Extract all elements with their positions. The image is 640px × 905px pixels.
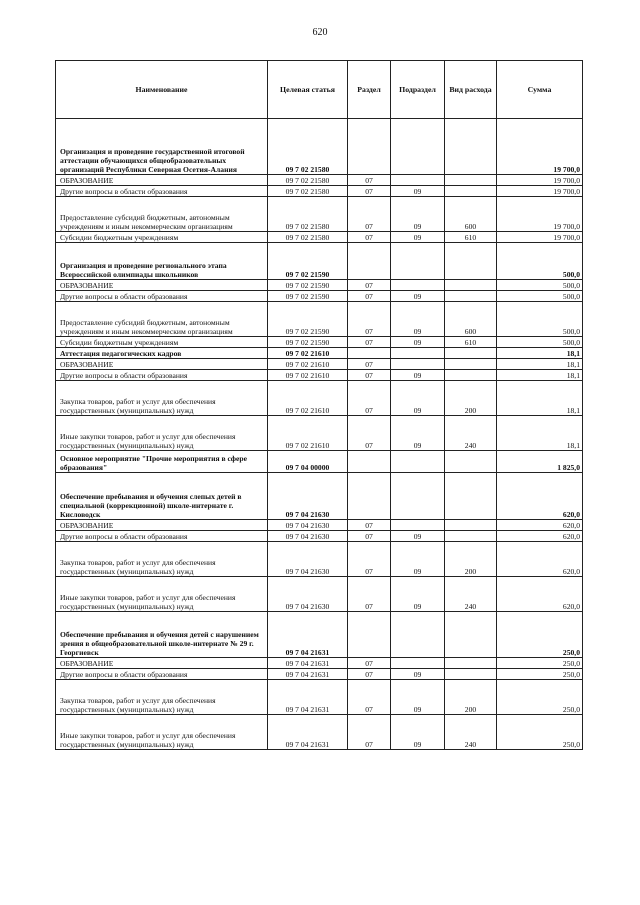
cell-name: ОБРАЗОВАНИЕ [56, 520, 268, 531]
cell-section [348, 612, 391, 658]
table-row [56, 243, 583, 280]
table-row [56, 473, 583, 520]
cell-subsection [391, 612, 445, 658]
cell-section [348, 348, 391, 359]
cell-section: 07 [348, 337, 391, 348]
cell-name: Другие вопросы в области образования [56, 186, 268, 197]
cell-target: 09 7 02 21610 [268, 348, 348, 359]
table-row [56, 542, 583, 577]
cell-subsection [391, 658, 445, 669]
cell-amount: 620,0 [497, 473, 583, 520]
cell-name: Субсидии бюджетным учреждениям [56, 337, 268, 348]
cell-amount: 500,0 [497, 291, 583, 302]
cell-section: 07 [348, 542, 391, 577]
cell-expense-type [445, 520, 497, 531]
cell-amount: 18,1 [497, 370, 583, 381]
cell-section: 07 [348, 416, 391, 451]
cell-amount: 18,1 [497, 416, 583, 451]
cell-name: Предоставление субсидий бюджетным, автономным учреждениям и иным некоммерческим организациям [56, 302, 268, 337]
cell-section: 07 [348, 291, 391, 302]
cell-target: 09 7 02 21590 [268, 280, 348, 291]
cell-section: 07 [348, 669, 391, 680]
cell-expense-type [445, 531, 497, 542]
cell-target: 09 7 04 21631 [268, 669, 348, 680]
cell-name: ОБРАЗОВАНИЕ [56, 175, 268, 186]
cell-section: 07 [348, 715, 391, 750]
cell-section: 07 [348, 232, 391, 243]
header-target: Целевая статья [268, 61, 348, 119]
cell-amount: 18,1 [497, 348, 583, 359]
cell-section: 07 [348, 658, 391, 669]
cell-amount: 250,0 [497, 680, 583, 715]
cell-amount: 250,0 [497, 715, 583, 750]
table-row [56, 302, 583, 337]
cell-expense-type: 200 [445, 381, 497, 416]
cell-expense-type [445, 669, 497, 680]
cell-amount: 1 825,0 [497, 451, 583, 473]
cell-subsection [391, 280, 445, 291]
cell-expense-type [445, 359, 497, 370]
cell-section: 07 [348, 577, 391, 612]
cell-expense-type: 610 [445, 232, 497, 243]
header-amount: Сумма [497, 61, 583, 119]
cell-target: 09 7 02 21590 [268, 291, 348, 302]
table-row [56, 370, 583, 381]
cell-subsection: 09 [391, 531, 445, 542]
cell-name: Основное мероприятие "Прочие мероприятия в сфере образования" [56, 451, 268, 473]
cell-expense-type [445, 370, 497, 381]
table-body [56, 119, 583, 750]
cell-subsection [391, 520, 445, 531]
cell-subsection [391, 451, 445, 473]
page-number: 620 [312, 27, 328, 38]
cell-section: 07 [348, 370, 391, 381]
cell-amount: 620,0 [497, 531, 583, 542]
cell-amount: 19 700,0 [497, 232, 583, 243]
table-row [56, 232, 583, 243]
budget-table [55, 60, 583, 750]
cell-expense-type [445, 186, 497, 197]
cell-expense-type: 610 [445, 337, 497, 348]
cell-subsection: 09 [391, 542, 445, 577]
table-row [56, 669, 583, 680]
cell-target: 09 7 02 21590 [268, 337, 348, 348]
cell-amount: 250,0 [497, 612, 583, 658]
header-name: Наименование [56, 61, 268, 119]
cell-expense-type [445, 658, 497, 669]
cell-subsection: 09 [391, 577, 445, 612]
cell-amount: 18,1 [497, 359, 583, 370]
cell-subsection [391, 243, 445, 280]
table-row [56, 416, 583, 451]
table-header-row [56, 61, 583, 119]
cell-name: Другие вопросы в области образования [56, 291, 268, 302]
cell-expense-type: 200 [445, 542, 497, 577]
cell-name: Предоставление субсидий бюджетным, автономным учреждениям и иным некоммерческим организациям [56, 197, 268, 232]
table-row [56, 715, 583, 750]
cell-expense-type: 240 [445, 416, 497, 451]
cell-name: Закупка товаров, работ и услуг для обеспечения государственных (муниципальных) нужд [56, 381, 268, 416]
cell-target: 09 7 02 21580 [268, 119, 348, 175]
cell-target: 09 7 02 21580 [268, 175, 348, 186]
cell-amount: 19 700,0 [497, 119, 583, 175]
cell-expense-type [445, 348, 497, 359]
cell-section: 07 [348, 680, 391, 715]
cell-section: 07 [348, 381, 391, 416]
cell-section [348, 473, 391, 520]
cell-subsection [391, 359, 445, 370]
cell-amount: 620,0 [497, 577, 583, 612]
cell-expense-type: 600 [445, 302, 497, 337]
cell-amount: 19 700,0 [497, 175, 583, 186]
cell-target: 09 7 04 21630 [268, 577, 348, 612]
cell-subsection: 09 [391, 715, 445, 750]
cell-name: Аттестация педагогических кадров [56, 348, 268, 359]
cell-subsection: 09 [391, 197, 445, 232]
cell-subsection [391, 473, 445, 520]
cell-target: 09 7 04 21631 [268, 612, 348, 658]
cell-section: 07 [348, 359, 391, 370]
cell-amount: 500,0 [497, 280, 583, 291]
cell-target: 09 7 02 21610 [268, 416, 348, 451]
cell-subsection: 09 [391, 186, 445, 197]
table-row [56, 348, 583, 359]
cell-target: 09 7 04 21630 [268, 531, 348, 542]
cell-name: ОБРАЗОВАНИЕ [56, 658, 268, 669]
header-subsection: Подраздел [391, 61, 445, 119]
cell-amount: 500,0 [497, 337, 583, 348]
cell-section: 07 [348, 302, 391, 337]
table-row [56, 291, 583, 302]
cell-subsection: 09 [391, 337, 445, 348]
table-row [56, 531, 583, 542]
table-row [56, 197, 583, 232]
cell-name: Иные закупки товаров, работ и услуг для обеспечения государственных (муниципальных) нужд [56, 416, 268, 451]
cell-subsection: 09 [391, 381, 445, 416]
cell-expense-type [445, 280, 497, 291]
table-row [56, 381, 583, 416]
cell-expense-type: 240 [445, 577, 497, 612]
table-row [56, 451, 583, 473]
cell-subsection [391, 119, 445, 175]
cell-name: Иные закупки товаров, работ и услуг для обеспечения государственных (муниципальных) нужд [56, 577, 268, 612]
cell-target: 09 7 04 21631 [268, 680, 348, 715]
cell-amount: 500,0 [497, 243, 583, 280]
cell-name: Закупка товаров, работ и услуг для обеспечения государственных (муниципальных) нужд [56, 680, 268, 715]
table-row [56, 612, 583, 658]
cell-target: 09 7 02 21580 [268, 197, 348, 232]
table-row [56, 186, 583, 197]
cell-subsection: 09 [391, 370, 445, 381]
cell-section: 07 [348, 197, 391, 232]
cell-section [348, 451, 391, 473]
cell-subsection: 09 [391, 669, 445, 680]
cell-amount: 500,0 [497, 302, 583, 337]
table-row [56, 658, 583, 669]
cell-target: 09 7 02 21590 [268, 243, 348, 280]
cell-name: Другие вопросы в области образования [56, 669, 268, 680]
cell-subsection: 09 [391, 232, 445, 243]
header-section: Раздел [348, 61, 391, 119]
cell-section: 07 [348, 280, 391, 291]
cell-section: 07 [348, 186, 391, 197]
cell-target: 09 7 02 21610 [268, 359, 348, 370]
header-expense-type: Вид расхода [445, 61, 497, 119]
cell-expense-type [445, 473, 497, 520]
cell-expense-type [445, 243, 497, 280]
cell-name: Организация и проведение государственной итоговой аттестации обучающихся общеобразовательных организаций Республики Северная Осетия-Алания [56, 119, 268, 175]
cell-name: Другие вопросы в области образования [56, 370, 268, 381]
cell-section: 07 [348, 531, 391, 542]
cell-subsection: 09 [391, 291, 445, 302]
table-row [56, 520, 583, 531]
cell-target: 09 7 02 21610 [268, 370, 348, 381]
cell-expense-type [445, 291, 497, 302]
cell-name: Обеспечение пребывания и обучения детей с нарушением зрения в общеобразовательной школе-интернате № 29 г. Георгиевск [56, 612, 268, 658]
cell-section [348, 243, 391, 280]
table-row [56, 680, 583, 715]
cell-expense-type [445, 175, 497, 186]
cell-target: 09 7 04 21630 [268, 542, 348, 577]
cell-amount: 250,0 [497, 669, 583, 680]
cell-section: 07 [348, 520, 391, 531]
cell-section [348, 119, 391, 175]
table-row [56, 280, 583, 291]
table-row [56, 337, 583, 348]
table-row [56, 359, 583, 370]
cell-target: 09 7 02 21580 [268, 232, 348, 243]
cell-expense-type: 200 [445, 680, 497, 715]
cell-name: Другие вопросы в области образования [56, 531, 268, 542]
cell-subsection: 09 [391, 680, 445, 715]
cell-subsection [391, 175, 445, 186]
cell-target: 09 7 02 21610 [268, 381, 348, 416]
cell-amount: 19 700,0 [497, 197, 583, 232]
cell-target: 09 7 04 21631 [268, 715, 348, 750]
cell-expense-type [445, 119, 497, 175]
table-row [56, 577, 583, 612]
cell-name: Обеспечение пребывания и обучения слепых детей в специальной (коррекционной) школе-интернате г. Кисловодск [56, 473, 268, 520]
table-row [56, 119, 583, 175]
cell-subsection: 09 [391, 302, 445, 337]
cell-target: 09 7 04 21630 [268, 473, 348, 520]
cell-amount: 620,0 [497, 520, 583, 531]
cell-subsection [391, 348, 445, 359]
cell-expense-type: 240 [445, 715, 497, 750]
cell-target: 09 7 04 21631 [268, 658, 348, 669]
cell-amount: 18,1 [497, 381, 583, 416]
cell-name: ОБРАЗОВАНИЕ [56, 359, 268, 370]
cell-target: 09 7 02 21590 [268, 302, 348, 337]
cell-amount: 620,0 [497, 542, 583, 577]
cell-expense-type [445, 612, 497, 658]
cell-name: Организация и проведение регионального этапа Всероссийской олимпиады школьников [56, 243, 268, 280]
cell-expense-type [445, 451, 497, 473]
cell-name: Закупка товаров, работ и услуг для обеспечения государственных (муниципальных) нужд [56, 542, 268, 577]
cell-name: Иные закупки товаров, работ и услуг для обеспечения государственных (муниципальных) нужд [56, 715, 268, 750]
cell-subsection: 09 [391, 416, 445, 451]
table-row [56, 175, 583, 186]
cell-name: Субсидии бюджетным учреждениям [56, 232, 268, 243]
cell-amount: 250,0 [497, 658, 583, 669]
cell-target: 09 7 04 00000 [268, 451, 348, 473]
cell-amount: 19 700,0 [497, 186, 583, 197]
cell-section: 07 [348, 175, 391, 186]
cell-target: 09 7 02 21580 [268, 186, 348, 197]
cell-name: ОБРАЗОВАНИЕ [56, 280, 268, 291]
cell-expense-type: 600 [445, 197, 497, 232]
cell-target: 09 7 04 21630 [268, 520, 348, 531]
